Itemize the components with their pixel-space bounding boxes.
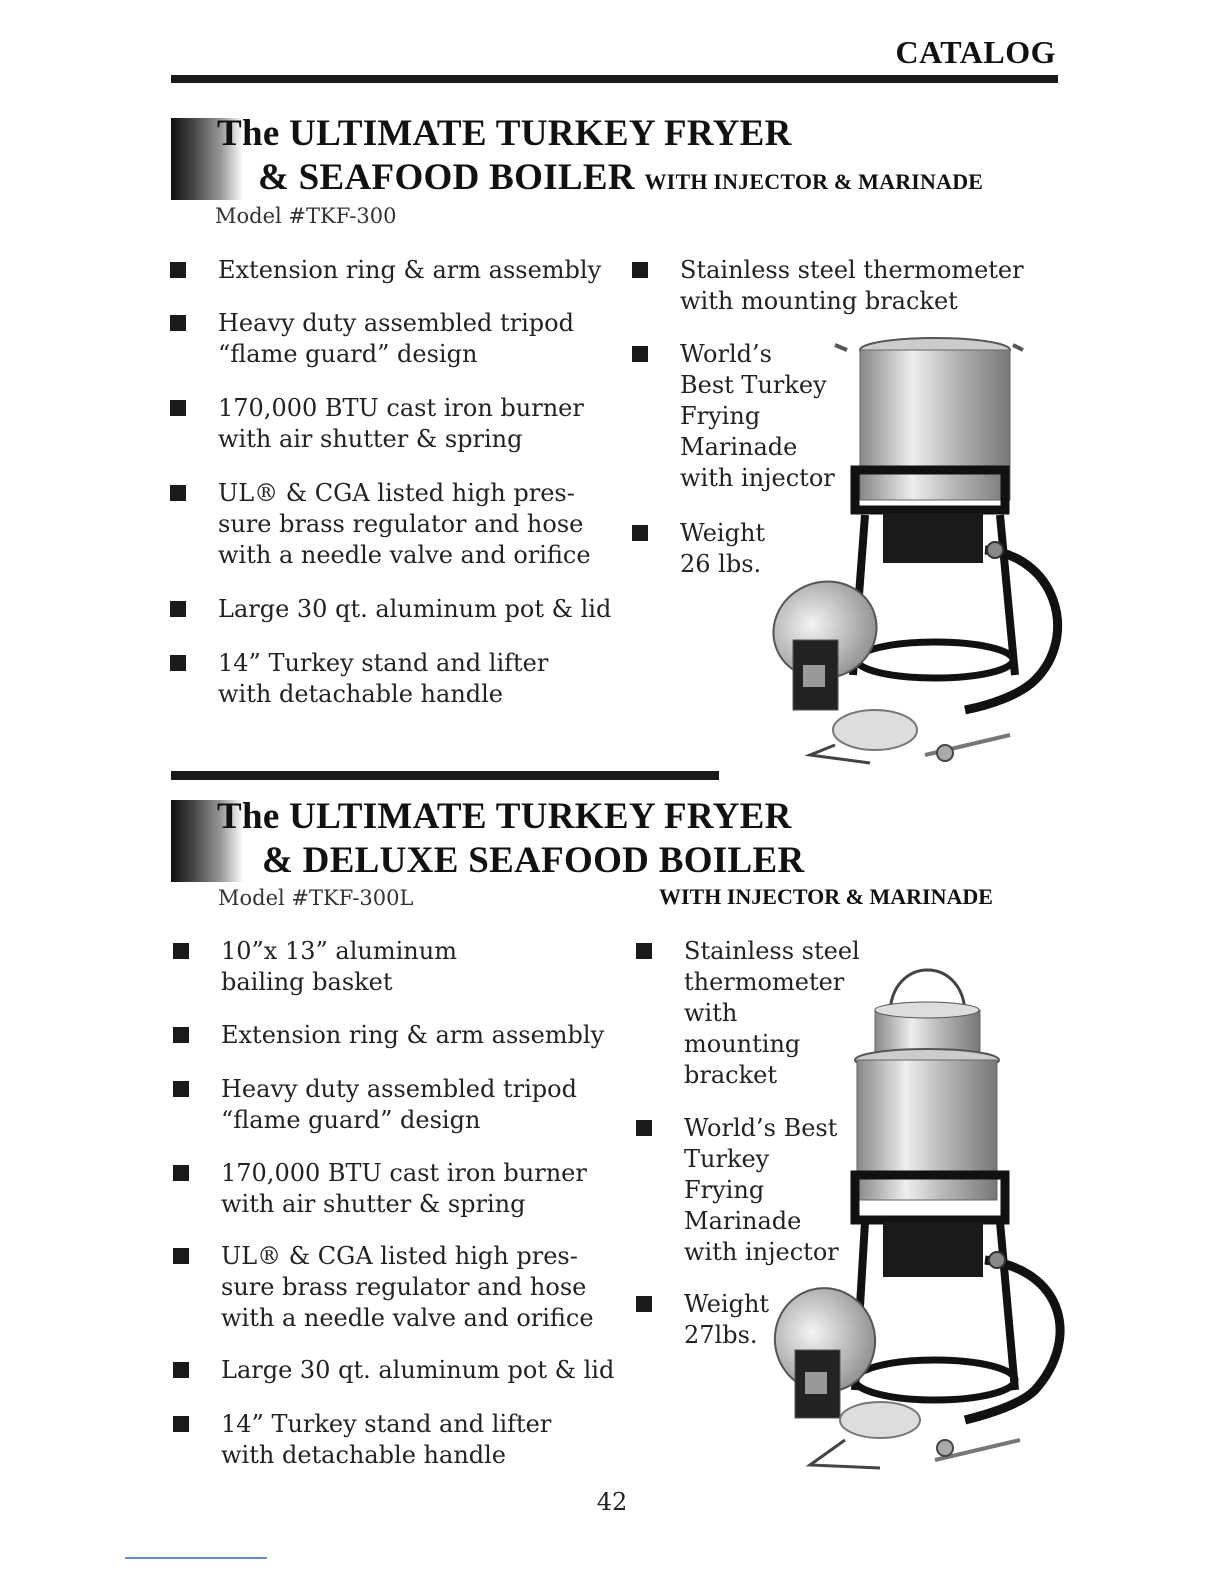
list-item: World’s Best Turkey Frying Marinade with injector [680,339,835,494]
product2-subtitle: WITH INJECTOR & MARINADE [659,884,993,909]
list-item: 14” Turkey stand and lifter with detachable handle [221,1409,551,1471]
list-item: Extension ring & arm assembly [218,255,601,286]
list-item: World’s Best Turkey Frying Marinade with injector [684,1113,839,1268]
list-item: Large 30 qt. aluminum pot & lid [221,1355,614,1386]
list-item: Large 30 qt. aluminum pot & lid [218,594,611,625]
list-item: 14” Turkey stand and lifter with detachable handle [218,648,548,710]
list-item: 170,000 BTU cast iron burner with air shutter & spring [221,1158,587,1220]
list-item: 170,000 BTU cast iron burner with air shutter & spring [218,393,584,455]
list-item: Heavy duty assembled tripod “flame guard” design [221,1074,577,1136]
footer-line [125,1557,267,1559]
product1-title-suffix: WITH INJECTOR & MARINADE [644,169,984,194]
header-rule [171,75,1058,83]
product1-model: Model #TKF-300 [215,204,397,228]
catalog-header: CATALOG [895,34,1056,70]
list-item: Heavy duty assembled tripod “flame guard” design [218,308,574,370]
list-item: Weight 27lbs. [684,1289,769,1351]
section-divider [171,771,719,780]
product2-title-line1: The ULTIMATE TURKEY FRYER [217,796,792,837]
page-number: 42 [596,1488,628,1516]
list-item: Extension ring & arm assembly [221,1020,604,1051]
list-item: UL® & CGA listed high pres- sure brass regulator and hose with a needle valve and orifice [221,1241,594,1334]
list-item: Stainless steel thermometer with mounting bracket [680,255,1024,317]
list-item: 10”x 13” aluminum bailing basket [221,936,457,998]
list-item: Weight 26 lbs. [680,518,765,580]
product2-title-line2: & DELUXE SEAFOOD BOILER [262,840,805,881]
product2-model: Model #TKF-300L [218,886,414,910]
product1-title-line2: & SEAFOOD BOILER WITH INJECTOR & MARINADE [258,157,984,198]
list-item: UL® & CGA listed high pres- sure brass regulator and hose with a needle valve and orifice [218,478,591,571]
product1-title-line1: The ULTIMATE TURKEY FRYER [217,113,792,154]
list-item: Stainless steel thermometer with mounting bracket [684,936,860,1091]
deluxe-fryer-product-image [765,960,1085,1485]
fryer-product-image [735,335,1080,775]
